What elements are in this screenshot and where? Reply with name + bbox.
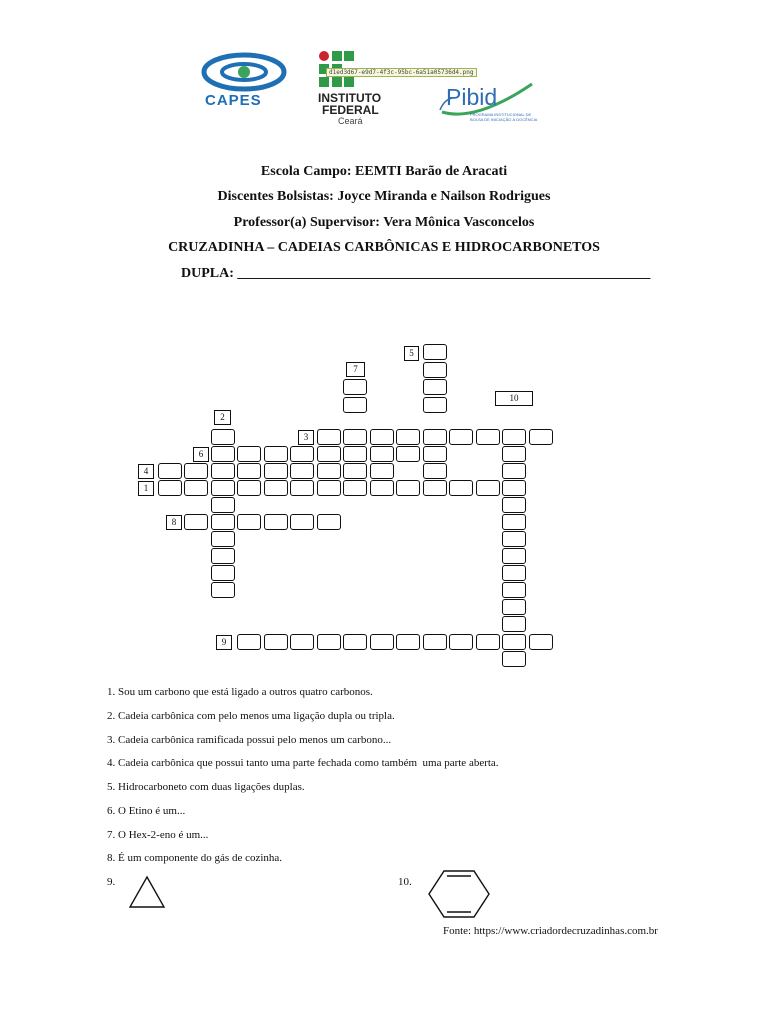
crossword-cell[interactable]: [502, 634, 526, 650]
crossword-cell[interactable]: [290, 463, 314, 479]
crossword-cell[interactable]: [423, 634, 447, 650]
clue-8: 8. É um componente do gás de cozinha.: [107, 852, 283, 864]
crossword-cell[interactable]: [317, 446, 341, 462]
crossword-cell[interactable]: [290, 514, 314, 530]
crossword-cell[interactable]: [502, 616, 526, 632]
crossword-cell[interactable]: [184, 514, 208, 530]
crossword-cell[interactable]: [423, 344, 447, 360]
crossword-cell[interactable]: [396, 429, 420, 445]
crossword-cell[interactable]: [264, 463, 288, 479]
crossword-cell[interactable]: [264, 446, 288, 462]
crossword-cell[interactable]: [237, 514, 261, 530]
if-text-line1: INSTITUTO: [318, 91, 382, 105]
crossword-cell[interactable]: [370, 429, 394, 445]
clue-number-10: 10: [495, 391, 533, 406]
source-credit: Fonte: https://www.criadordecruzadinhas.com.br: [443, 925, 658, 937]
crossword-cell[interactable]: [476, 634, 500, 650]
clue-number-2: 2: [214, 410, 231, 425]
crossword-cell[interactable]: [476, 429, 500, 445]
pibid-subtitle-1: PROGRAMA INSTITUCIONAL DE: [470, 112, 532, 117]
crossword-cell[interactable]: [423, 446, 447, 462]
crossword-cell[interactable]: [502, 463, 526, 479]
crossword-cell[interactable]: [211, 565, 235, 581]
crossword-cell[interactable]: [370, 463, 394, 479]
crossword-cell[interactable]: [343, 379, 367, 395]
crossword-cell[interactable]: [211, 548, 235, 564]
crossword-cell[interactable]: [502, 531, 526, 547]
crossword-cell[interactable]: [502, 497, 526, 513]
crossword-cell[interactable]: [423, 397, 447, 413]
crossword-cell[interactable]: [290, 634, 314, 650]
crossword-cell[interactable]: [211, 582, 235, 598]
students-line: Discentes Bolsistas: Joyce Miranda e Nailson Rodrigues: [217, 189, 551, 204]
crossword-cell[interactable]: [502, 565, 526, 581]
clue-2: 2. Cadeia carbônica com pelo menos uma ligação dupla ou tripla.: [107, 710, 395, 722]
crossword-cell[interactable]: [211, 480, 235, 496]
crossword-cell[interactable]: [502, 582, 526, 598]
crossword-cell[interactable]: [529, 429, 553, 445]
crossword-cell[interactable]: [423, 362, 447, 378]
crossword-cell[interactable]: [290, 480, 314, 496]
clue-6: 6. O Etino é um...: [107, 805, 186, 817]
pibid-subtitle-2: BOLSA DE INICIAÇÃO À DOCÊNCIA: [470, 117, 538, 122]
crossword-cell[interactable]: [502, 514, 526, 530]
crossword-cell[interactable]: [184, 463, 208, 479]
worksheet-title: CRUZADINHA – CADEIAS CARBÔNICAS E HIDROCARBONETOS: [168, 240, 600, 255]
crossword-cell[interactable]: [502, 429, 526, 445]
clue-5: 5. Hidrocarboneto com duas ligações duplas.: [107, 781, 305, 793]
school-line: Escola Campo: EEMTI Barão de Aracati: [260, 164, 508, 179]
crossword-cell[interactable]: [370, 634, 394, 650]
crossword-cell[interactable]: [476, 480, 500, 496]
crossword-cell[interactable]: [423, 480, 447, 496]
dupla-label: DUPLA:: [181, 266, 238, 281]
clue-9-label: 9.: [107, 876, 116, 888]
clue-number-5: 5: [404, 346, 419, 361]
crossword-cell[interactable]: [317, 480, 341, 496]
crossword-cell[interactable]: [184, 480, 208, 496]
clue-number-1: 1: [138, 481, 154, 496]
crossword-cell[interactable]: [423, 379, 447, 395]
clue-3: 3. Cadeia carbônica ramificada possui pelo menos um carbono...: [107, 734, 392, 746]
crossword-cell[interactable]: [158, 480, 182, 496]
crossword-cell[interactable]: [396, 446, 420, 462]
crossword-cell[interactable]: [343, 480, 367, 496]
pibid-text: Pibid: [446, 84, 498, 110]
clue-10-label: 10.: [398, 876, 412, 888]
crossword-cell[interactable]: [343, 397, 367, 413]
crossword-cell[interactable]: [237, 446, 261, 462]
crossword-cell[interactable]: [396, 634, 420, 650]
clue-number-9: 9: [216, 635, 232, 650]
crossword-cell[interactable]: [211, 463, 235, 479]
dupla-line: ___________________________________________________________: [237, 266, 651, 281]
crossword-cell[interactable]: [423, 463, 447, 479]
crossword-cell[interactable]: [343, 429, 367, 445]
crossword-cell[interactable]: [317, 514, 341, 530]
crossword-cell[interactable]: [449, 634, 473, 650]
crossword-cell[interactable]: [211, 497, 235, 513]
capes-text: CAPES: [205, 92, 262, 109]
if-text-line3: Ceará: [338, 116, 363, 126]
crossword-cell[interactable]: [290, 446, 314, 462]
crossword-cell[interactable]: [237, 634, 261, 650]
crossword-cell[interactable]: [502, 651, 526, 667]
clue-number-4: 4: [138, 464, 154, 479]
crossword-cell[interactable]: [158, 463, 182, 479]
crossword-cell[interactable]: [211, 429, 235, 445]
crossword-cell[interactable]: [396, 480, 420, 496]
crossword-cell[interactable]: [317, 634, 341, 650]
clue-7: 7. O Hex-2-eno é um...: [107, 829, 209, 841]
image-filename-tag: d1ed3d67-e9d7-4f3c-95bc-6a51a05736d4.png: [326, 68, 477, 77]
if-text-line2: FEDERAL: [322, 103, 379, 117]
crossword-cell[interactable]: [211, 531, 235, 547]
crossword-cell[interactable]: [343, 463, 367, 479]
crossword-cell[interactable]: [502, 446, 526, 462]
clue-number-6: 6: [193, 447, 209, 462]
clue-4: 4. Cadeia carbônica que possui tanto uma parte fechada como também uma parte aberta.: [107, 757, 499, 769]
clue-number-8: 8: [166, 515, 182, 530]
triangle-cyclopropane-icon: [127, 874, 167, 910]
crossword-cell[interactable]: [317, 463, 341, 479]
crossword-cell[interactable]: [449, 429, 473, 445]
clue-number-7: 7: [346, 362, 365, 377]
crossword-cell[interactable]: [211, 446, 235, 462]
clue-1: 1. Sou um carbono que está ligado a outros quatro carbonos.: [107, 686, 373, 698]
cyclohexadiene-ring-icon: [426, 868, 492, 920]
crossword-cell[interactable]: [264, 480, 288, 496]
crossword-cell[interactable]: [211, 514, 235, 530]
crossword-cell[interactable]: [449, 480, 473, 496]
crossword-cell[interactable]: [343, 634, 367, 650]
crossword-cell[interactable]: [264, 514, 288, 530]
crossword-cell[interactable]: [264, 634, 288, 650]
crossword-cell[interactable]: [529, 634, 553, 650]
crossword-cell[interactable]: [502, 599, 526, 615]
crossword-cell[interactable]: [237, 480, 261, 496]
crossword-cell[interactable]: [317, 429, 341, 445]
crossword-cell[interactable]: [237, 463, 261, 479]
crossword-cell[interactable]: [502, 480, 526, 496]
supervisor-line: Professor(a) Supervisor: Vera Mônica Vasconcelos: [233, 215, 535, 230]
crossword-cell[interactable]: [343, 446, 367, 462]
crossword-cell[interactable]: [502, 548, 526, 564]
crossword-cell[interactable]: [370, 480, 394, 496]
crossword-cell[interactable]: [423, 429, 447, 445]
clue-number-3: 3: [298, 430, 314, 445]
crossword-cell[interactable]: [370, 446, 394, 462]
